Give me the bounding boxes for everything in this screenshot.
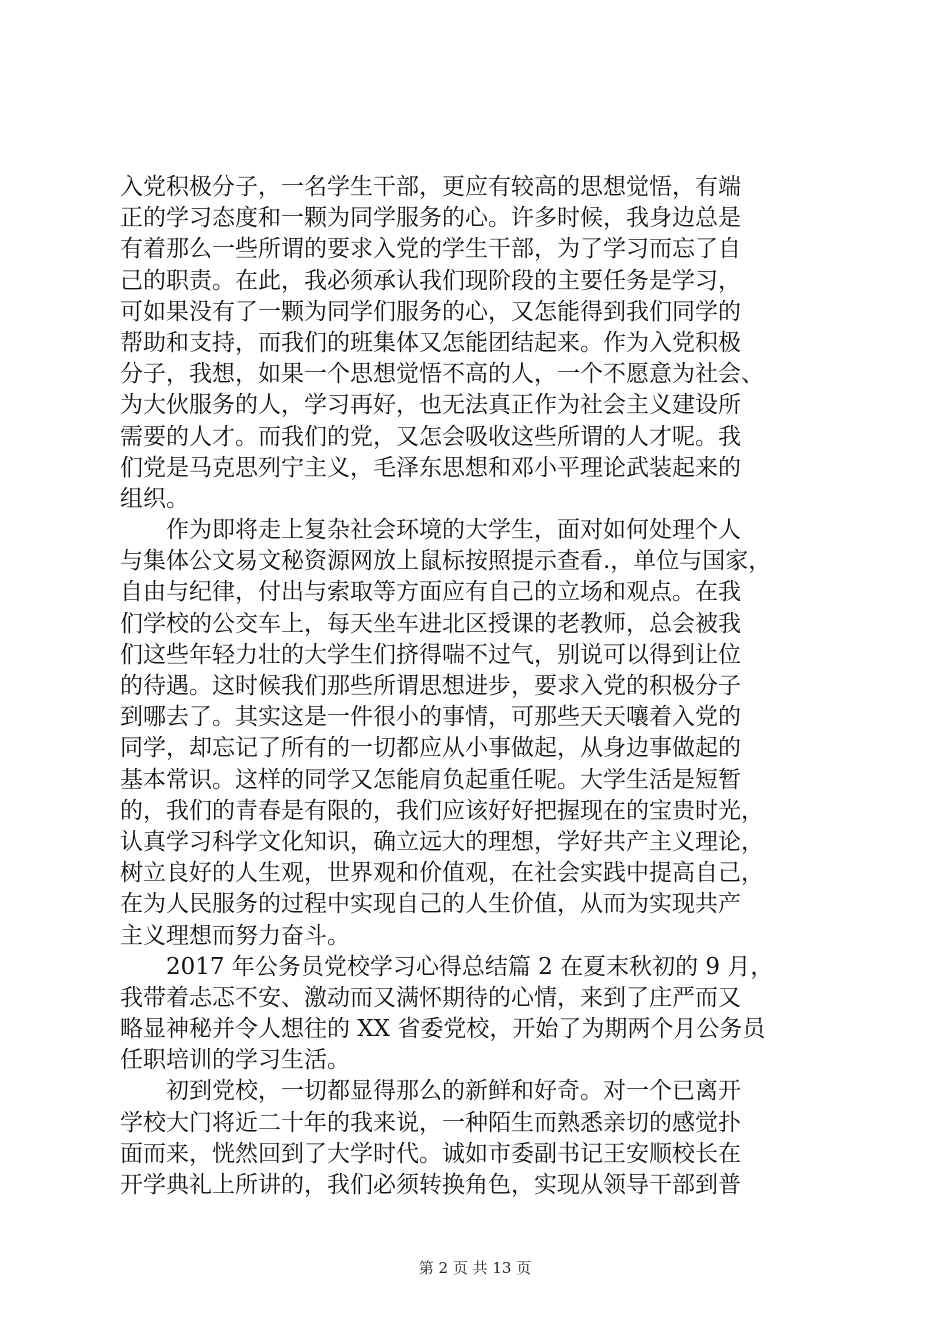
text-line: 面而来，恍然回到了大学时代。诚如市委副书记王安顺校长在 [120, 1140, 741, 1167]
text-line: 需要的人才。而我们的党，又怎会吸收这些所谓的人才呢。我 [120, 423, 741, 450]
text-line: 主义理想而努力奋斗。 [120, 922, 350, 949]
text-line: 开学典礼上所讲的，我们必须转换角色，实现从领导干部到普 [120, 1172, 741, 1198]
document-body [120, 172, 832, 1201]
text-line: 基本常识。这样的同学又怎能肩负起重任呢。大学生活是短暂 [120, 766, 741, 793]
text-line: 在为人民服务的过程中实现自己的人生价值，从而为实现共产 [120, 891, 741, 918]
text-line: 初到党校，一切都显得那么的新鲜和好奇。对一个已离开 [166, 1078, 741, 1105]
text-line: 2017 年公务员党校学习心得总结篇 2 在夏末秋初的 9 月， [166, 953, 774, 980]
text-line: 认真学习科学文化知识，确立远大的理想，学好共产主义理论， [120, 828, 764, 855]
text-line: 略显神秘并令人想往的 XX 省委党校，开始了为期两个月公务员 [120, 1016, 766, 1043]
text-line: 们党是马克思列宁主义，毛泽东思想和邓小平理论武装起来的 [120, 454, 741, 481]
text-line: 作为即将走上复杂社会环境的大学生，面对如何处理个人 [166, 517, 741, 544]
text-line: 的，我们的青春是有限的，我们应该好好把握现在的宝贵时光， [120, 797, 764, 824]
text-line: 为大伙服务的人，学习再好，也无法真正作为社会主义建设所 [120, 392, 741, 419]
page-footer: 第 2 页 共 13 页 [418, 1259, 532, 1277]
text-line: 我带着忐忑不安、激动而又满怀期待的心情，来到了庄严而又 [120, 984, 741, 1011]
paragraph [120, 172, 832, 515]
text-line: 与集体公文易文秘资源网放上鼠标按照提示查看.，单位与国家， [120, 548, 772, 575]
text-line: 们这些年轻力壮的大学生们挤得喘不过气，别说可以得到让位 [120, 641, 741, 668]
paragraph [120, 515, 832, 952]
text-line: 任职培训的学习生活。 [120, 1047, 350, 1074]
text-line: 学校大门将近二十年的我来说，一种陌生而熟悉亲切的感觉扑 [120, 1109, 741, 1136]
text-line: 入党积极分子，一名学生干部，更应有较高的思想觉悟，有端 [120, 174, 741, 200]
text-line: 可如果没有了一颗为同学们服务的心，又怎能得到我们同学的 [120, 298, 741, 325]
text-line: 自由与纪律，付出与索取等方面应有自己的立场和观点。在我 [120, 579, 741, 606]
text-line: 分子，我想，如果一个思想觉悟不高的人，一个不愿意为社会、 [120, 361, 764, 388]
text-line: 有着那么一些所谓的要求入党的学生干部，为了学习而忘了自 [120, 236, 741, 263]
text-line: 正的学习态度和一颗为同学服务的心。许多时候，我身边总是 [120, 205, 741, 232]
text-line: 同学，却忘记了所有的一切都应从小事做起，从身边事做起的 [120, 735, 741, 762]
text-line: 的待遇。这时候我们那些所谓思想进步，要求入党的积极分子 [120, 673, 741, 699]
paragraph [120, 952, 832, 1077]
paragraph [120, 1076, 832, 1201]
text-line: 己的职责。在此，我必须承认我们现阶段的主要任务是学习， [120, 267, 741, 294]
text-line: 帮助和支持，而我们的班集体又怎能团结起来。作为入党积极 [120, 329, 741, 356]
text-line: 们学校的公交车上，每天坐车进北区授课的老教师，总会被我 [120, 610, 741, 637]
text-line: 树立良好的人生观，世界观和价值观，在社会实践中提高自己， [120, 860, 764, 887]
text-line: 到哪去了。其实这是一件很小的事情，可那些天天嚷着入党的 [120, 704, 741, 731]
text-line: 组织。 [120, 485, 189, 512]
